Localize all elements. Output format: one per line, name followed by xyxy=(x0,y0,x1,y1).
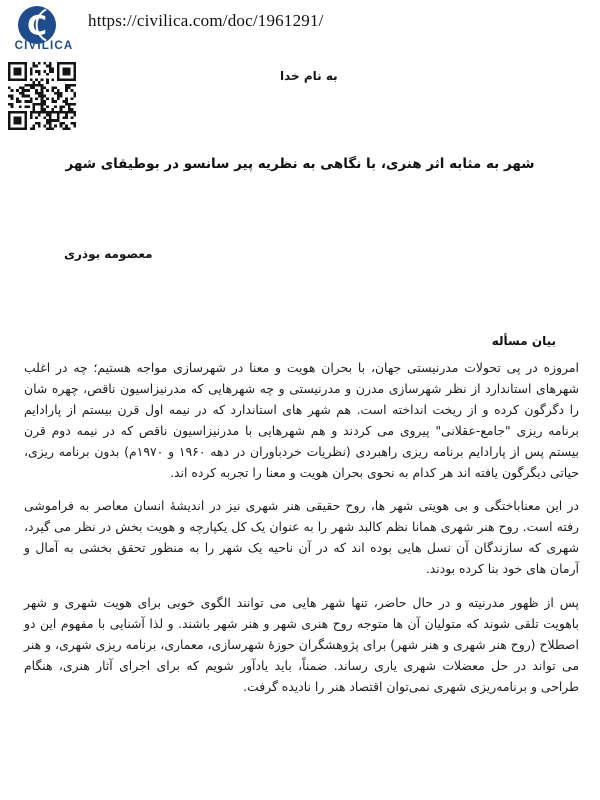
section-heading: بیان مسأله xyxy=(491,334,556,348)
civilica-logo-icon xyxy=(13,5,63,45)
paragraph-3: پس از ظهور مدرنیته و در حال حاضر، تنها شهر هایی می توانند الگوی خوبی برای هویت شهری و شهر باهویت تلقی شوند که متولیان آن ها متوجه روح هنری شهر و هنر شهر باشند. و لذا آشنایی با مفهوم این دو اصطلاح (روح هنر شهری و هنر شهر) برای پژوهشگران حوزهٔ شهرسازی، معماری، برنامه ریزی شهری، و هنر می تواند در حل معضلات شهری یاری رساند. ضمناً، باید یادآور شویم که برای اجرای آثار هنری، هنگام طراحی و برنامه‌ریزی شهری نمی‌توان اقتصاد هنر را نادیده گرفت. xyxy=(24,595,579,694)
paper-body xyxy=(24,358,579,711)
besmellah-text: به نام خدا xyxy=(280,69,338,83)
qr-code xyxy=(8,62,76,130)
paper-title: شهر به مثابه اثر هنری، با نگاهی به نظریه پیر سانسو در بوطیقای شهر xyxy=(65,156,535,172)
document-url-link[interactable]: https://civilica.com/doc/1961291/ xyxy=(88,11,324,30)
brand-label: CIVILICA xyxy=(14,40,74,52)
paragraph-2: در این معناباختگی و بی هویتی شهر ها، روح حقیقی هنر شهری نیز در اندیشهٔ انسان معاصر به فراموشی رفته است. روح هنر شهری همانا نظم کالبد شهر را به عنوان یک کل یکپارچه و هویت بخش در نظر می گیرد، شهری که سازندگان آن نسل هایی بوده اند که در آن ناحیه یک شهر را به منظور تحقق بخشی به آمال و آرمان های خود بنا کرده بودند. xyxy=(24,498,579,577)
logo-letter: C xyxy=(27,10,47,42)
paragraph-1: امروزه در پی تحولات مدرنیستی جهان، با بحران هویت و معنا در شهرسازی مواجه هستیم؛ چه در اغلب شهرهای استاندارد از نظر شهرسازی مدرن و مدرنیستی و چه شهرهایی که مدرنیزاسیون ناقص، چهره شان را دگرگون کرده و از ریخت انداخته است. هم شهر های استاندارد که در نیمه اول قرن بیستم از پارادایم برنامه ریزی "جامع-عقلانی" پیروی می کردند و هم شهرهایی با مدرنیزاسیون ناقص که در نیمه دوم قرن بیستم پس از پارادایم برنامه ریزی راهبردی (نظریات خردباوران در دهه ۱۹۶۰ و ۱۹۷۰م) بدون برنامه ریزی، حیاتی دیگرگون یافته اند هر کدام به نحوی بحران هویت و معنا را تجربه کرده اند. xyxy=(24,360,579,480)
paper-author: معصومه بوذری xyxy=(64,247,153,261)
